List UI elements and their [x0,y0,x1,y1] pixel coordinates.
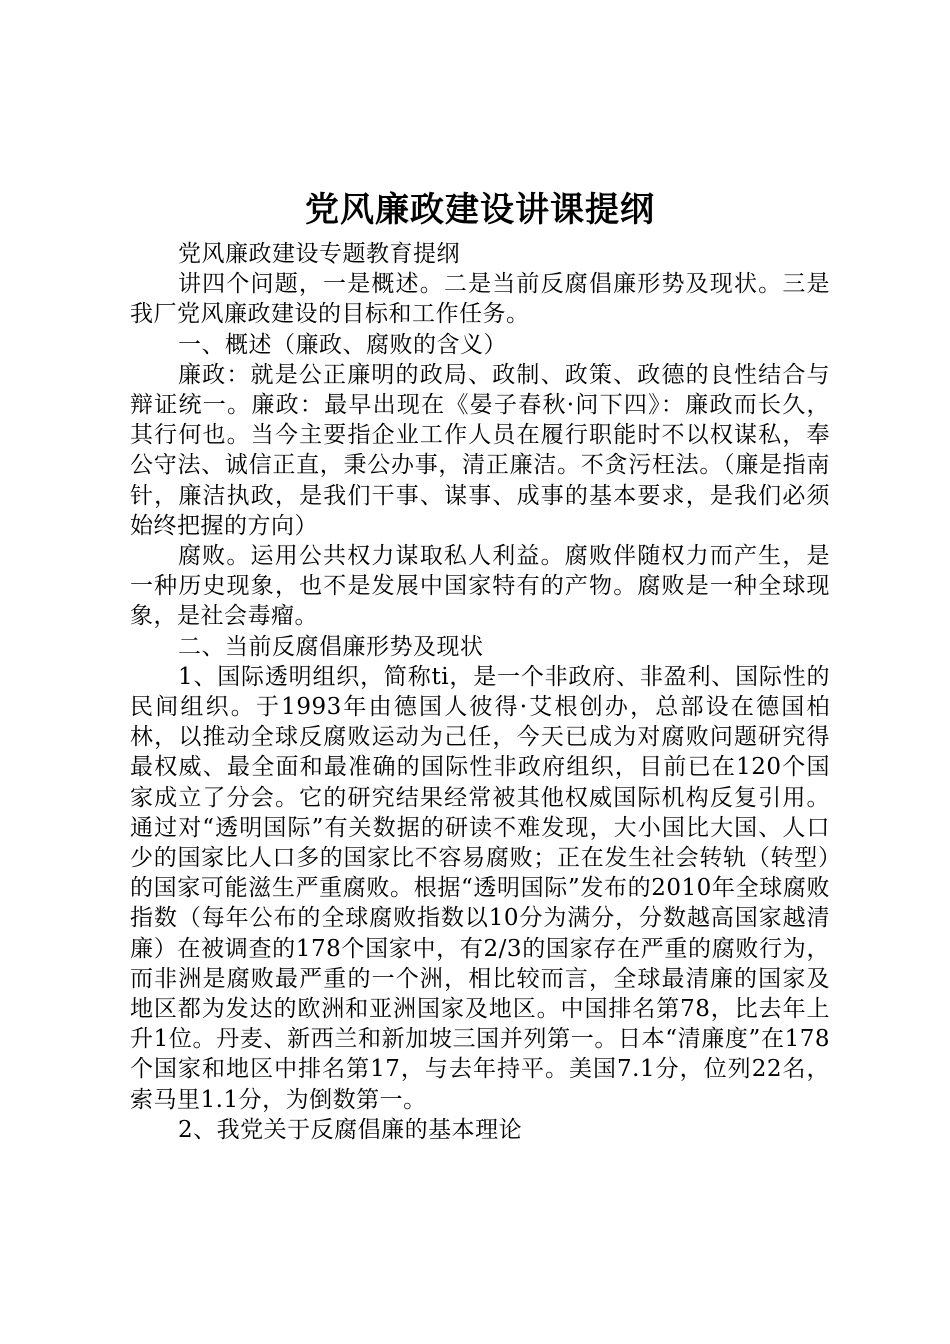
section-heading-overview: 一、概述（廉政、腐败的含义） [178,331,507,358]
paragraph-subtitle: 党风廉政建设专题教育提纲 [178,241,460,267]
document-title: 党风廉政建设讲课提纲 [305,190,655,230]
paragraph-transparency-international: 1、国际透明组织，简称ti，是一个非政府、非盈利、国际性的民间组织。于1993年由德国人彼得·艾根创办，总部设在德国柏林，以推动全球反腐败运动为己任，今天已成为对腐败问题研究得最权威、最全面和最准确的国际性非政府组织，目前已在120个国家成立了分会。它的研究结果经常被其他权威国际机构反复引用。通过对“透明国际”有关数据的研读不难发现，大小国比大国、人口少的国家比人口多的国家比不容易腐败；正在发生社会转轨（转型）的国家可能滋生严重腐败。根据“透明国际”发布的2010年全球腐败指数（每年公布的全球腐败指数以10分为满分，分数越高国家越清廉）在被调查的178个国家中，有2/3的国家存在严重的腐败行为，而非洲是腐败最严重的一个洲，相比较而言，全球最清廉的国家及地区都为发达的欧洲和亚洲国家及地区。中国排名第78，比去年上升1位。丹麦、新西兰和新加坡三国并列第一。日本“清廉度”在178个国家和地区中排名第17，与去年持平。美国7.1分，位列22名，索马里1.1分，为倒数第一。 [130,663,830,1113]
paragraph-fubai: 腐败。运用公共权力谋取私人利益。腐败伴随权力而产生，是一种历史现象，也不是发展中国家特有的产物。腐败是一种全球现象，是社会毒瘤。 [130,543,830,630]
paragraph-intro: 讲四个问题，一是概述。二是当前反腐倡廉形势及现状。三是我厂党风廉政建设的目标和工作任务。 [130,271,830,328]
paragraph-lianzheng: 廉政：就是公正廉明的政局、政制、政策、政德的良性结合与辩证统一。廉政：最早出现在《晏子春秋·问下四》：廉政而长久，其行何也。当今主要指企业工作人员在履行职能时不以权谋私，奉公守法、诚信正直，秉公办事，清正廉洁。不贪污枉法。（廉是指南针，廉洁执政，是我们干事、谋事、成事的基本要求，是我们必须始终把握的方向） [130,361,830,539]
paragraph-basic-theory: 2、我党关于反腐倡廉的基本理论 [178,1116,523,1143]
section-heading-situation: 二、当前反腐倡廉形势及现状 [178,633,484,660]
document-page [130,185,830,1145]
